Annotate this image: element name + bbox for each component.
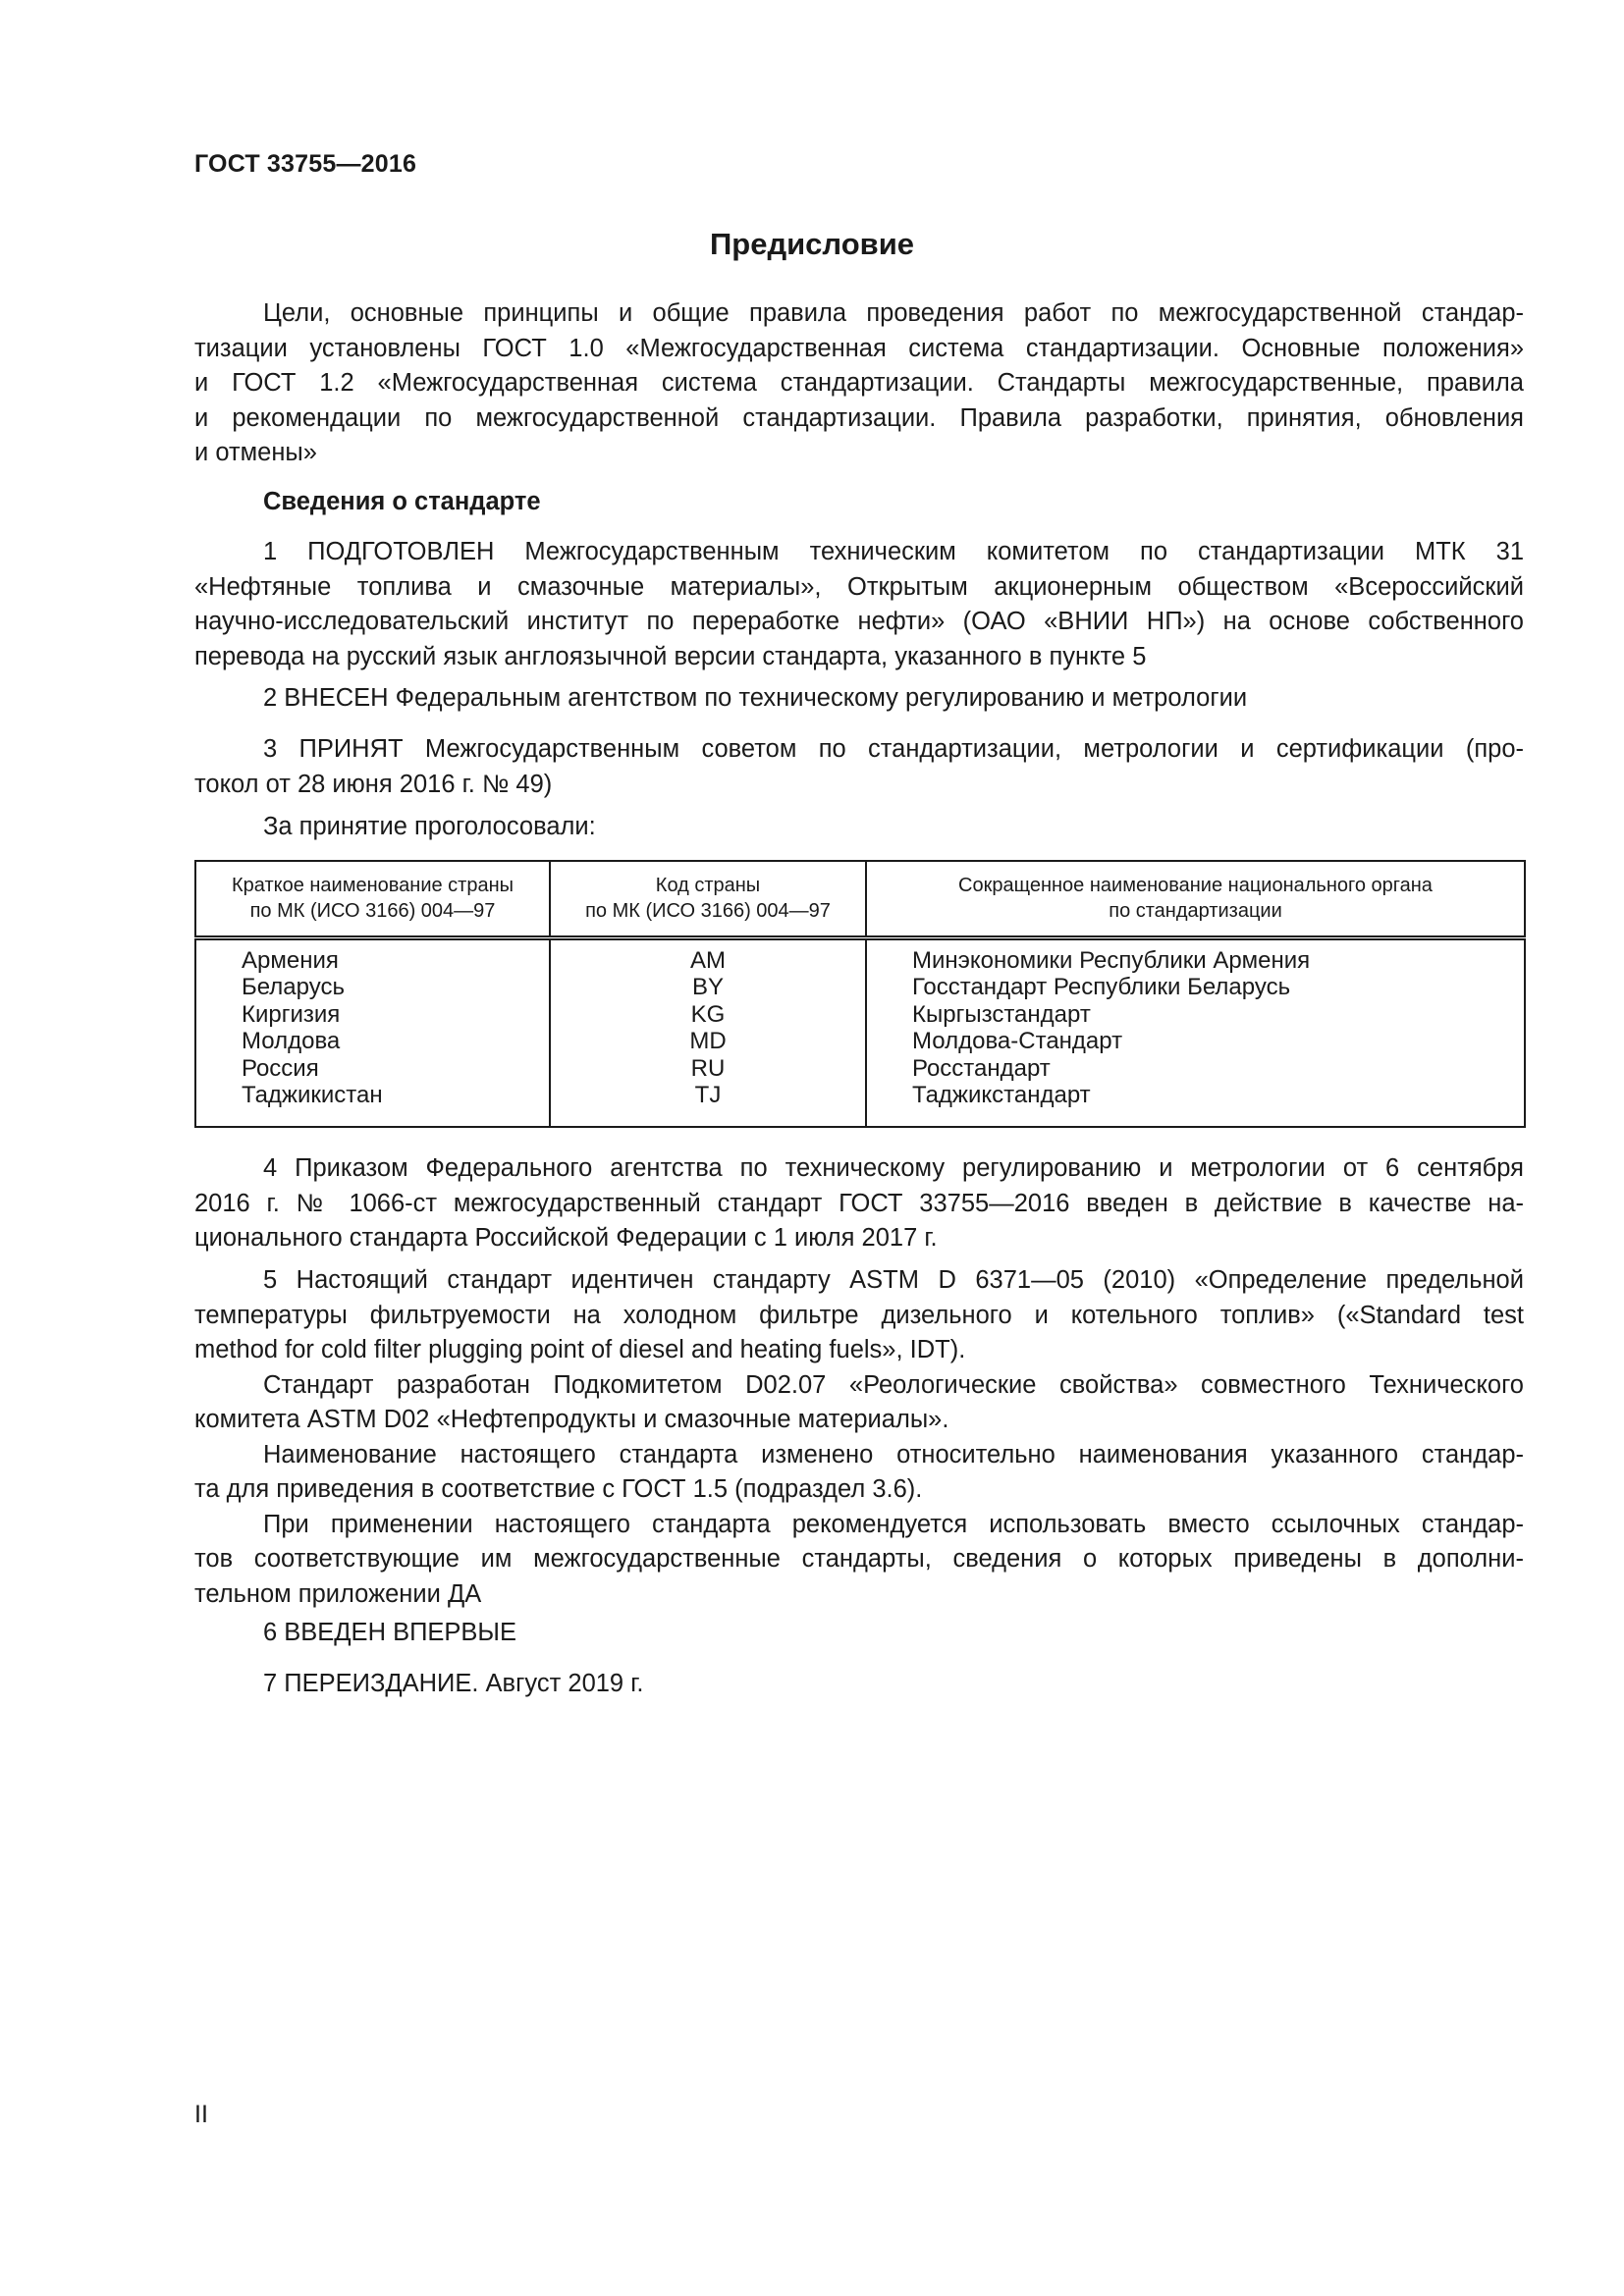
column-header-body: Сокращенное наименование национального органа по стандартизации	[958, 875, 1433, 923]
table-header-row	[195, 861, 1525, 937]
item-3-adopted	[194, 732, 1524, 802]
item-4-order	[194, 1151, 1524, 1256]
text-line: 7 ПЕРЕИЗДАНИЕ. Август 2019 г.	[263, 1670, 644, 1697]
text-line: 2 ВНЕСЕН Федеральным агентством по техническому регулированию и метрологии	[263, 684, 1248, 712]
text-line: тизации установлены ГОСТ 1.0 «Межгосударственная система стандартизации. Основные положения»	[194, 334, 1524, 362]
country-name: Киргизия	[242, 1000, 341, 1028]
text-line: 6 ВВЕДЕН ВПЕРВЫЕ	[263, 1619, 517, 1646]
page-title: Предисловие	[709, 227, 914, 261]
vote-caption-block	[194, 810, 1524, 845]
voting-table	[194, 860, 1526, 1128]
text-line: ционального стандарта Российской Федерации с 1 июля 2017 г.	[194, 1224, 938, 1252]
intro-paragraph	[194, 296, 1524, 471]
text-line: 1 ПОДГОТОВЛЕН Межгосударственным техническим комитетом по стандартизации МТК 31	[263, 538, 1524, 565]
text-line: 5 Настоящий стандарт идентичен стандарту ASTM D 6371—05 (2010) «Определение предельной	[263, 1266, 1524, 1294]
country-code: MD	[689, 1028, 727, 1054]
national-body: Кыргызстандарт	[912, 1000, 1091, 1028]
country-code: BY	[691, 974, 724, 1000]
text-line: и ГОСТ 1.2 «Межгосударственная система стандартизации. Стандарты межгосударственные, правила	[194, 369, 1524, 397]
country-name: Таджикистан	[242, 1082, 383, 1108]
text-line: 2016 г. № 1066-ст межгосударственный стандарт ГОСТ 33755—2016 введен в действие в качестве на-	[194, 1189, 1524, 1217]
text-line: «Нефтяные топлива и смазочные материалы», Открытым акционерным обществом «Всероссийский	[194, 572, 1524, 601]
national-body: Таджикстандарт	[912, 1082, 1091, 1108]
country-name: Беларусь	[242, 974, 345, 1000]
page-number: II	[194, 2101, 208, 2128]
text-line: температуры фильтруемости на холодном фильтре дизельного и котельного топлив» («Standard test	[194, 1301, 1524, 1329]
item-5-identical	[194, 1263, 1524, 1612]
vote-caption: За принятие проголосовали:	[263, 813, 596, 840]
info-heading-block	[194, 485, 1524, 520]
text-line: При применении настоящего стандарта рекомендуется использовать вместо ссылочных стандар-	[263, 1510, 1524, 1538]
national-body: Госстандарт Республики Беларусь	[912, 974, 1291, 1000]
country-name: Россия	[242, 1054, 319, 1082]
country-code: TJ	[694, 1082, 722, 1108]
country-code: KG	[690, 1000, 726, 1028]
document-code: ГОСТ 33755—2016	[194, 150, 417, 178]
text-line: перевода на русский язык англоязычной версии стандарта, указанного в пункте 5	[194, 642, 1147, 670]
column-header-code: Код страны по МК (ИСО 3166) 004—97	[550, 861, 866, 937]
text-line: method for cold filter plugging point of diesel and heating fuels», IDT).	[194, 1336, 966, 1363]
text-line: та для приведения в соответствие с ГОСТ 1.5 (подраздел 3.6).	[194, 1475, 923, 1503]
country-names-cell	[195, 937, 550, 1127]
national-body: Молдова-Стандарт	[912, 1028, 1123, 1054]
item-1-prepared	[194, 535, 1524, 674]
info-heading: Сведения о стандарте	[263, 488, 541, 515]
text-line: Цели, основные принципы и общие правила проведения работ по межгосударственной стандар-	[263, 299, 1524, 327]
text-line: тов соответствующие им межгосударственные стандарты, сведения о которых приведены в дополни-	[194, 1545, 1524, 1573]
national-body: Росстандарт	[912, 1054, 1051, 1082]
table-row	[195, 937, 1525, 1127]
country-code: AM	[690, 946, 726, 974]
country-codes-cell	[550, 937, 866, 1127]
item-7-reissue	[194, 1667, 1524, 1702]
text-line: научно-исследовательский институт по переработке нефти» (ОАО «ВНИИ НП») на основе собственного	[194, 608, 1524, 635]
text-line: тельном приложении ДА	[194, 1579, 482, 1608]
text-line: и отмены»	[194, 439, 317, 466]
national-body: Минэкономики Республики Армения	[912, 946, 1311, 974]
text-line: Наименование настоящего стандарта изменено относительно наименования указанного стандар-	[263, 1440, 1524, 1468]
text-line: и рекомендации по межгосударственной стандартизации. Правила разработки, принятия, обновления	[194, 403, 1524, 432]
country-name: Армения	[242, 946, 339, 974]
item-2-submitted	[194, 681, 1524, 717]
column-header-country: Краткое наименование страны по МК (ИСО 3166) 004—97	[195, 861, 550, 937]
item-6-introduced	[194, 1616, 1524, 1651]
text-line: 4 Приказом Федерального агентства по техническому регулированию и метрологии от 6 сентября	[263, 1154, 1524, 1182]
text-line: Стандарт разработан Подкомитетом D02.07 «Реологические свойства» совместного Технического	[263, 1370, 1524, 1399]
text-line: токол от 28 июня 2016 г. № 49)	[194, 770, 553, 798]
text-line: 3 ПРИНЯТ Межгосударственным советом по стандартизации, метрологии и сертификации (про-	[263, 735, 1524, 763]
country-name: Молдова	[242, 1028, 341, 1054]
text-line: комитета ASTM D02 «Нефтепродукты и смазочные материалы».	[194, 1406, 949, 1433]
country-code: RU	[690, 1054, 726, 1082]
national-bodies-cell	[866, 937, 1525, 1127]
